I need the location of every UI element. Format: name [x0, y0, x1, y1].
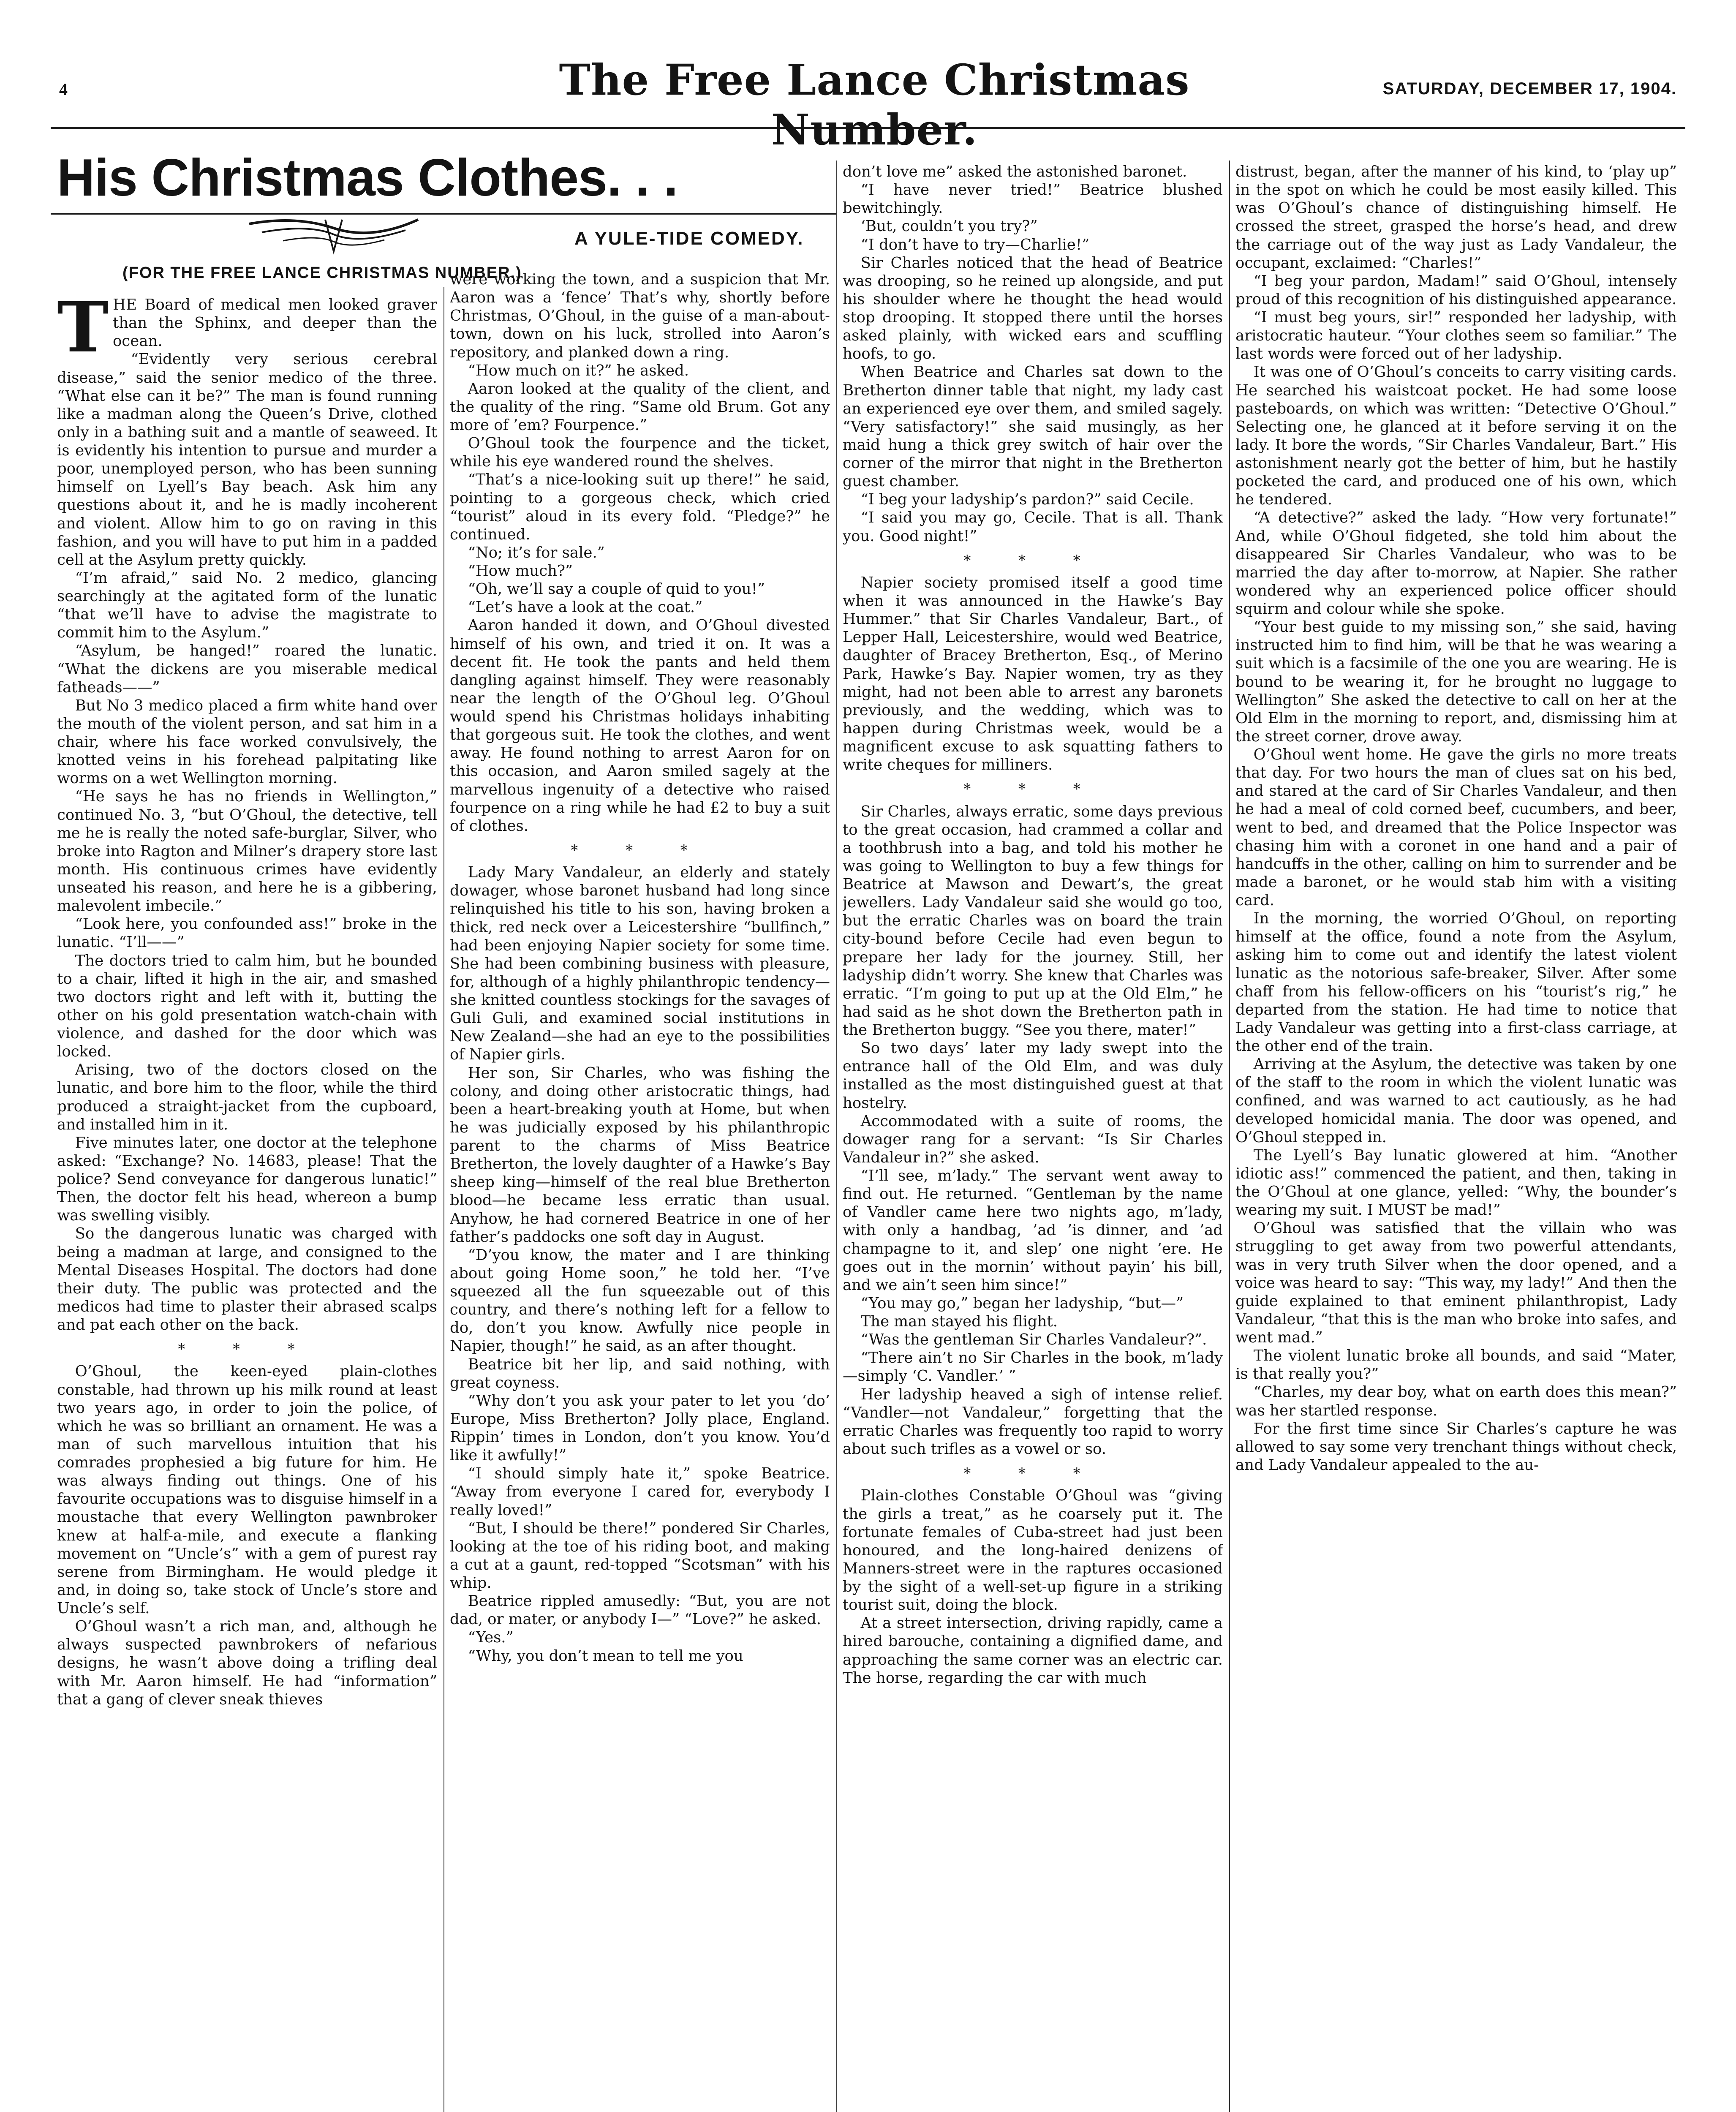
paragraph: O’Ghoul was satisfied that the villain who was struggling to get away from two powerful attendants, was in very truth Silver when the door opened, and a voice was heard to say: “This way, my lady!” And then the guide explained to that eminent philanthropist, Lady Vandaleur, “that this is the man who broke into safes, and went mad.” [1235, 1219, 1677, 1346]
masthead-title: The Free Lance Christmas Number. [559, 55, 1190, 155]
paragraph: “I must beg yours, sir!” responded her ladyship, with aristocratic hauteur. “Your clothes seem so familiar.” The last words were forced out of her ladyship. [1235, 309, 1677, 363]
ornament-flourish-icon [245, 211, 422, 258]
paragraph: “Asylum, be hanged!” roared the lunatic. “What the dickens are you miserable medical fatheads——” [57, 642, 437, 696]
section-separator: * * * [963, 1465, 1102, 1482]
paragraph: O’Ghoul went home. He gave the girls no more treats that day. For two hours the man of clues sat on his bed, and stared at the card of Sir Charles Vandaleur, and then he had a meal of cold corned beef, cucumbers, and beer, went to bed, and dreamed that the Police Inspector was chasing him with a coronet in one hand and a pair of handcuffs in the other, calling on him to surrender and be made a baronet, or he would stab him with a visiting card. [1235, 746, 1677, 909]
story-subtitle: A YULE-TIDE COMEDY. [574, 228, 804, 249]
paragraph: “Your best guide to my missing son,” she said, having instructed him to find him, will be that he was wearing a suit which is a facsimile of the one you are wearing. He is bound to be wearing it, for he brought no luggage to Wellington” She asked the detective to call on her at the Old Elm in the morning to report, and, dismissing him at the street corner, drove away. [1235, 618, 1677, 745]
paragraph: Aaron handed it down, and O’Ghoul divested himself of his own, and tried it on. It was a decent fit. He took the pants and held them dangling against himself. They were reasonably near the length of the O’Ghoul leg. O’Ghoul would spend his Christmas holidays inhabiting that gorgeous suit. He took the clothes, and went away. He found nothing to arrest Aaron for on this occasion, and Aaron smiled sagely at the marvellous ingenuity of a detective who raised fourpence on a ring while he had £2 to buy a suit of clothes. [450, 617, 830, 835]
paragraph: O’Ghoul, the keen-eyed plain-clothes constable, had thrown up his milk round at least two years ago, in order to join the police, of which he was so brilliant an ornament. He was a man of such marvellous intuition that his comrades prophesied a big future for him. He was always finding out things. One of his favourite occupations was to disguise himself in a moustache that every Wellington pawnbroker knew at half-a-mile, and execute a flanking movement on “Uncle’s” with a gem of purest ray serene from Birmingham. He would pledge it and, in doing so, take stock of Uncle’s store and Uncle’s self. [57, 1363, 437, 1617]
paragraph: “Let’s have a look at the coat.” [468, 599, 703, 616]
paragraph: But No 3 medico placed a firm white hand over the mouth of the violent person, and sat him in a chair, where his face worked convulsively, the knotted veins in his forehead palpitating like worms on a wet Wellington morning. [57, 697, 437, 787]
paragraph: The doctors tried to calm him, but he bounded to a chair, lifted it high in the air, and smashed two doctors right and left with it, butting the other on his gold presentation watch-chain with violence, and dashed for the door which was locked. [57, 952, 437, 1061]
paragraph: Her ladyship heaved a sigh of intense relief. “Vandler—not Vandaleur,” forgetting that the erratic Charles was frequently too rapid to worry about such trifles as a vowel or so. [843, 1385, 1223, 1458]
paragraph: For the first time since Sir Charles’s capture he was allowed to say some very trenchant things without check, and Lady Vandaleur appealed to the au- [1235, 1420, 1677, 1474]
column-rule [1229, 161, 1230, 2112]
paragraph: were working the town, and a suspicion that Mr. Aaron was a ‘fence’ That’s why, shortly before Christmas, O’Ghoul, in the guise of a man-about-town, down on his luck, strolled into Aaron’s repository, and planked down a ring. [450, 271, 830, 361]
article-column-1 [57, 296, 437, 2112]
paragraph: distrust, began, after the manner of his kind, to ‘play up” in the spot on which he could be most easily killed. This was O’Ghoul’s chance of distinguishing himself. He crossed the street, grasped the horse’s head, and drew the carriage out of the way just as Lady Vandaleur, the occupant, exclaimed: “Charles!” [1235, 163, 1677, 272]
paragraph: “Look here, you confounded ass!” broke in the lunatic. “I’ll——” [57, 915, 437, 951]
drop-cap: T [57, 296, 109, 368]
paragraph: When Beatrice and Charles sat down to the Bretherton dinner table that night, my lady cast an experienced eye over them, and smiled sagely. “Very satisfactory!” she said musingly, as her maid hung a thick grey switch of hair over the corner of the mirror that night in the Bretherton guest chamber. [843, 363, 1223, 490]
paragraph: At a street intersection, driving rapidly, came a hired barouche, containing a dignified dame, and approaching the same corner was an electric car. The horse, regarding the car with much [843, 1614, 1223, 1687]
masthead-rule [51, 127, 1685, 129]
paragraph: “Was the gentleman Sir Charles Vandaleur?”. [860, 1331, 1207, 1349]
paragraph: So the dangerous lunatic was charged with being a madman at large, and consigned to the Mental Diseases Hospital. The doctors had done their duty. The public was protected and the medicos had time to plaster their abrased scalps and pat each other on the back. [57, 1225, 437, 1334]
paragraph: O’Ghoul took the fourpence and the ticket, while his eye wandered round the shelves. [450, 435, 830, 471]
paragraph: “No; it’s for sale.” [468, 544, 605, 561]
article-column-3 [843, 163, 1223, 2112]
issue-date: SATURDAY, DECEMBER 17, 1904. [1382, 79, 1677, 98]
paragraph: don’t love me” asked the astonished baronet. [843, 163, 1187, 180]
paragraph: “I beg your ladyship’s pardon?” said Cecile. [860, 491, 1194, 509]
column-rule [836, 161, 837, 2112]
paragraph: Beatrice bit her lip, and said nothing, with great coyness. [450, 1355, 830, 1391]
paragraph: “I should simply hate it,” spoke Beatrice. “Away from everyone I cared for, everybody I really loved!” [450, 1465, 830, 1519]
paragraph: “You may go,” began her ladyship, “but—” [860, 1294, 1184, 1312]
story-title: His Christmas Clothes. . . [57, 149, 678, 207]
story-byline: (FOR THE FREE LANCE CHRISTMAS NUMBER.) [122, 264, 522, 282]
paragraph: “A detective?” asked the lady. “How very fortunate!” And, while O’Ghoul fidgeted, she told him about the disappeared Sir Charles Vandaleur, who was to be married the day after to-morrow, at Napier. She rather wondered why an experienced police officer should squirm and colour while she spoke. [1235, 509, 1677, 618]
section-separator: * * * [963, 781, 1102, 798]
paragraph: Five minutes later, one doctor at the telephone asked: “Exchange? No. 14683, please! That the police? Send conveyance for dangerous lunatic!” Then, the doctor felt his head, whereon a bump was swelling visibly. [57, 1134, 437, 1225]
paragraph: “Charles, my dear boy, what on earth does this mean?” was her startled response. [1235, 1383, 1677, 1419]
paragraph: The man stayed his flight. [860, 1313, 1058, 1331]
paragraph: “D’you know, the mater and I are thinking about going Home soon,” he told her. “I’ve squeezed all the fun squeezable out of this country, and there’s nothing left for a fellow to do, don’t you know. Awfully nice people in Napier, though!” he said, as an after thought. [450, 1246, 830, 1355]
section-separator: * * * [571, 841, 709, 859]
paragraph: “I beg your pardon, Madam!” said O’Ghoul, intensely proud of this recognition of his distinguished appearance. [1235, 272, 1677, 308]
paragraph: Sir Charles, always erratic, some days previous to the great occasion, had crammed a collar and a toothbrush into a bag, and told his mother he was going to Wellington to buy a few things for Beatrice at Mawson and Dewart’s, the great jewellers. Lady Vandaleur said she would go too, but the erratic Charles was on board the train city-bound before Cecile had even begun to prepare her lady for the journey. Still, her ladyship didn’t worry. She knew that Charles was erratic. “I’m going to put up at the Old Elm,” he had said as he shot down the Bretherton path in the Bretherton buggy. “See you there, mater!” [843, 803, 1223, 1039]
paragraph: “He says he has no friends in Wellington,” continued No. 3, “but O’Ghoul, the detective, tell me he is really the noted safe-burglar, Silver, who broke into Ragton and Milner’s drapery store last month. His continuous crimes have evidently unseated his reason, and here he is a gibbering, malevolent imbecile.” [57, 788, 437, 915]
paragraph: O’Ghoul wasn’t a rich man, and, although he always suspected pawnbrokers of nefarious designs, he wasn’t above doing a trifling deal with Mr. Aaron himself. He had “information” that a gang of clever sneak thieves [57, 1618, 437, 1708]
paragraph: Arising, two of the doctors closed on the lunatic, and bore him to the floor, while the third produced a straight-jacket from the cupboard, and installed him in it. [57, 1061, 437, 1133]
paragraph: “How much on it?” he asked. [468, 362, 689, 379]
paragraph: “Evidently very serious cerebral disease,” said the senior medico of the three. “What else can it be?” The man is found running like a madman along the Queen’s Drive, clothed only in a bathing suit and a mantle of seaweed. It is evidently his intention to pursue and murder a poor, unemployed person, who has been sunning himself on Lyell’s Bay beach. Ask him any questions about it, and he is madly incoherent and violent. Allow him to go on raving in this fashion, and you will have to put him in a padded cell at the Asylum pretty quickly. [57, 351, 437, 569]
paragraph: “I’m afraid,” said No. 2 medico, glancing searchingly at the agitated form of the lunatic “that we’ll have to advise the magistrate to commit him to the Asylum.” [57, 569, 437, 642]
paragraph: The Lyell’s Bay lunatic glowered at him. “Another idiotic ass!” commenced the patient, and then, taking in the O’Ghoul at one glance, yelled: “Why, the bounder’s wearing my suit. I MUST be mad!” [1235, 1146, 1677, 1219]
paragraph: Beatrice rippled amusedly: “But, you are not dad, or mater, or anybody I—” “Love?” he asked. [450, 1592, 830, 1628]
paragraph: “There ain’t no Sir Charles in the book, m’lady—simply ‘C. Vandler.’ ” [843, 1349, 1223, 1385]
paragraph: Arriving at the Asylum, the detective was taken by one of the staff to the room in which the violent lunatic was confined, and was warned to act cautiously, as he had developed homicidal mania. The door was opened, and O’Ghoul stepped in. [1235, 1056, 1677, 1146]
paragraph: Lady Mary Vandaleur, an elderly and stately dowager, whose baronet husband had long since relinquished his title to his son, having broken a thick, red neck over a Leicestershire “bullfinch,” had been enjoying Napier society for some time. She had been combining business with pleasure, for, although of a highly philanthropic tendency—she knitted countless stockings for the savages of Guli Guli, and examined social institutions in New Zealand—she had an eye to the possibilities of Napier girls. [450, 864, 830, 1064]
paragraph: Sir Charles noticed that the head of Beatrice was drooping, so he reined up alongside, and put his shoulder where he thought the head would stop drooping. It stopped there until the horses asked plainly, with wicked ears and scuffling hoofs, to go. [843, 254, 1223, 363]
paragraph: The violent lunatic broke all bounds, and said “Mater, is that really you?” [1235, 1347, 1677, 1383]
paragraph: ‘But, couldn’t you try?” [860, 218, 1038, 235]
article-column-4 [1235, 163, 1677, 2112]
paragraph: “I’ll see, m’lady.” The servant went away to find out. He returned. “Gentleman by the name of Vandler came here two nights ago, m’lady, with only a handbag, ’ad ’is dinner, and ’ad champagne to it, and slep’ one night ’ere. He goes out in the mornin’ without payin’ his bill, and we ain’t seen him since!” [843, 1167, 1223, 1294]
paragraph: “Oh, we’ll say a couple of quid to you!” [468, 580, 765, 598]
paragraph: Napier society promised itself a good time when it was announced in the Hawke’s Bay Hummer.” that Sir Charles Vandaleur, Bart., of Lepper Hall, Leicestershire, would wed Beatrice, daughter of Bracey Bretherton, Esq., of Merino Park, Hawke’s Bay. Napier women, try as they might, had not been able to arrest any baronets previously, and the wedding, which was to happen during Christmas week, would be a magnificent excuse to ask squatting fathers to write cheques for milliners. [843, 574, 1223, 774]
paragraph [57, 296, 437, 368]
paragraph: So two days’ later my lady swept into the entrance hall of the Old Elm, and was duly installed as the most distinguished guest at that hostelry. [843, 1040, 1223, 1112]
paragraph: “How much?” [468, 562, 573, 580]
page-number: 4 [59, 80, 68, 99]
paragraph: “That’s a nice-looking suit up there!” he said, pointing to a gorgeous check, which cried “tourist” aloud in its every fold. “Pledge?” he continued. [450, 471, 830, 543]
paragraph: “Why don’t you ask your pater to let you ‘do’ Europe, Miss Bretherton? Jolly place, England. Rippin’ times in London, don’t you know. You’d like it awfully!” [450, 1392, 830, 1464]
paragraph: It was one of O’Ghoul’s conceits to carry visiting cards. He searched his waistcoat pocket. He had some loose pasteboards, on which was written: “Detective O’Ghoul.” Selecting one, he glanced at it before serving it on the lady. It bore the words, “Sir Charles Vandaleur, Bart.” His astonishment nearly got the better of him, but he hastily pocketed the card, and produced one of his own, which he tendered. [1235, 363, 1677, 509]
paragraph: Accommodated with a suite of rooms, the dowager rang for a servant: “Is Sir Charles Vandaleur in?” she asked. [843, 1112, 1223, 1166]
paragraph-text: HE Board of medical men looked graver than the Sphinx, and deeper than the ocean. [113, 296, 437, 350]
article-column-2 [450, 270, 830, 2112]
paragraph: “I don’t have to try—Charlie!” [860, 236, 1090, 253]
paragraph: Her son, Sir Charles, who was fishing the colony, and doing other aristocratic things, had been a heart-breaking youth at Home, but when he was judicially exposed by his philanthropic parent to the charms of Miss Beatrice Bretherton, the lovely daughter of a Hawke’s Bay sheep king—himself of the real blue Bretherton blood—he became less erratic than usual. Anyhow, he had cornered Beatrice in one of her father’s paddocks one soft day in August. [450, 1064, 830, 1246]
section-separator: * * * [178, 1341, 316, 1358]
section-separator: * * * [963, 552, 1102, 569]
paragraph: “Yes.” [468, 1629, 514, 1647]
paragraph: “I said you may go, Cecile. That is all. Thank you. Good night!” [843, 509, 1223, 545]
paragraph: In the morning, the worried O’Ghoul, on reporting himself at the office, found a note from the Asylum, asking him to come out and identify the latest violent lunatic as the notorious safe-breaker, Silver. After some chaff from his fellow-officers on his “tourist’s rig,” he departed from the station. He had time to notice that Lady Vandaleur was getting into a first-class carriage, at the other end of the train. [1235, 910, 1677, 1055]
paragraph: “I have never tried!” Beatrice blushed bewitchingly. [843, 181, 1223, 217]
title-rule [51, 213, 836, 215]
paragraph: Plain-clothes Constable O’Ghoul was “giving the girls a treat,” as he coarsely put it. The fortunate females of Cuba-street had just been honoured, and the long-haired denizens of Manners-street were in the raptures occasioned by the sight of a well-set-up figure in a striking tourist suit, doing the block. [843, 1487, 1223, 1614]
paragraph: “Why, you don’t mean to tell me you [468, 1647, 743, 1665]
paragraph: “But, I should be there!” pondered Sir Charles, looking at the toe of his riding boot, and making a cut at a gaunt, red-topped “Scotsman” with his whip. [450, 1519, 830, 1592]
paragraph: Aaron looked at the quality of the client, and the quality of the ring. “Same old Brum. Got any more of ’em? Fourpence.” [450, 380, 830, 434]
